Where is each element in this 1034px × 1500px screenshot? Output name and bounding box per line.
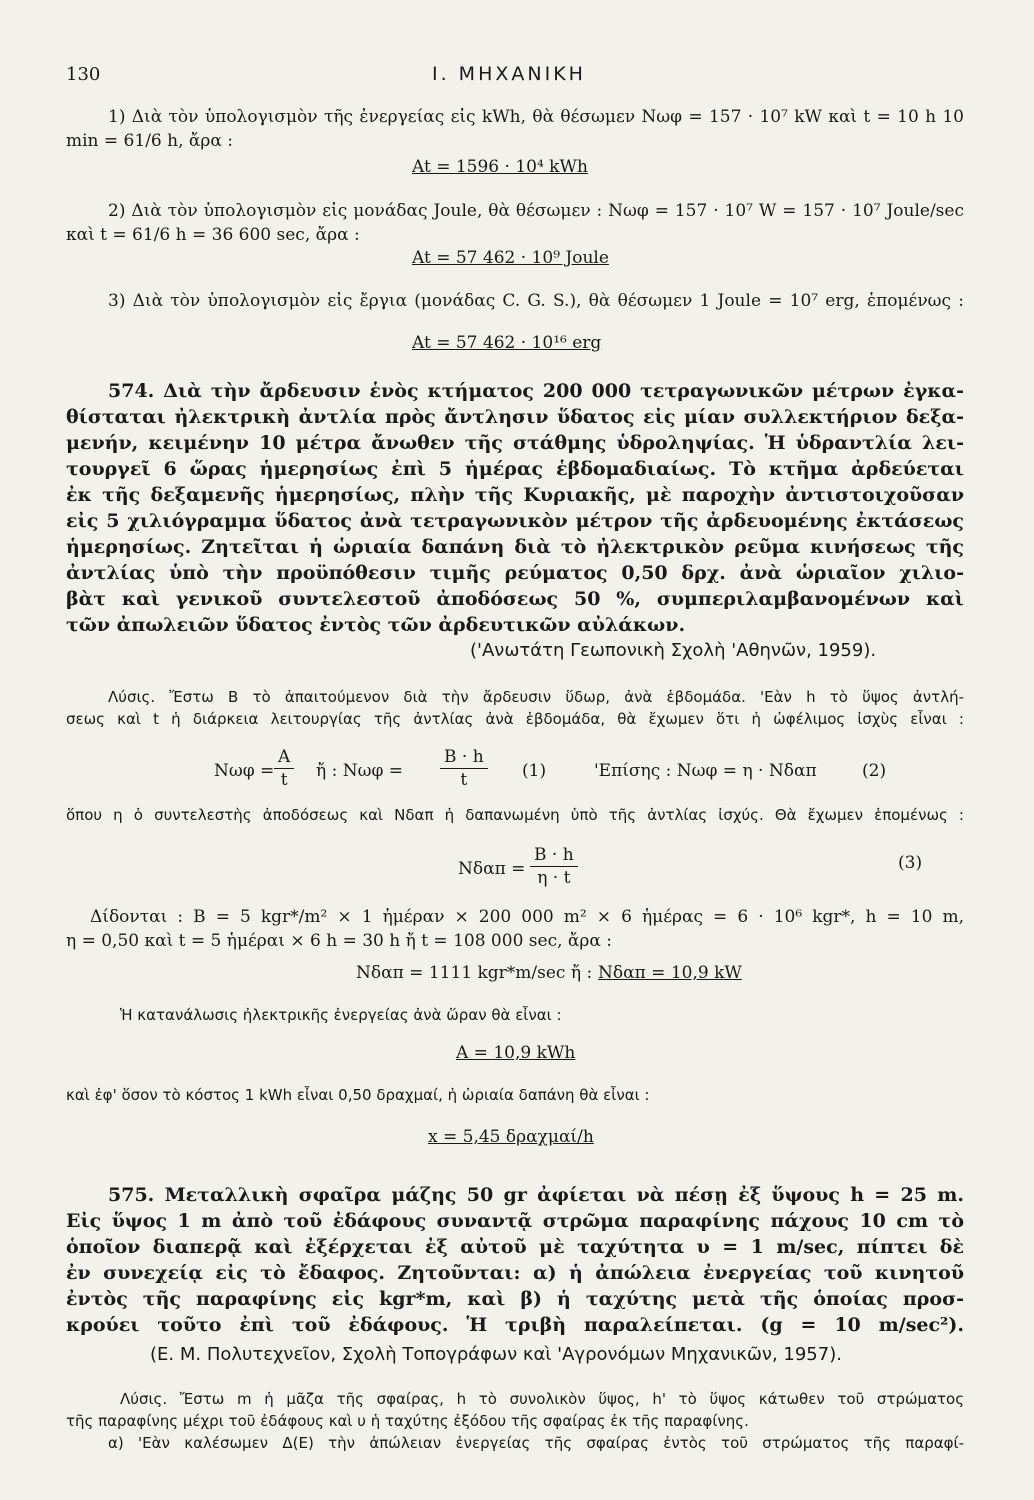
p2-line1: 2) Διὰ τὸν ὑπολογισμὸν εἰς μονάδας Joule, θὰ θέσωμεν : Nωφ = 157 · 10⁷ W = 157 · 10⁷ Joule/sec [108,201,964,221]
solution-575-line3: α) 'Εὰν καλέσωμεν Δ(Ε) τὴν ἀπώλειαν ἐνεργείας τῆς σφαίρας ἐντὸς τοῦ στρώματος τῆς παραφί- [108,1434,964,1452]
p2-result: At = 57 462 · 10⁹ Joule [412,248,609,268]
problem-574-line-10: τῶν ἀπωλειῶν ὕδατος ἐντὸς τῶν ἀρδευτικῶν αὐλάκων. [66,614,686,636]
eq1-lhs: Nωφ = [214,761,275,781]
problem-575-line-6: κρούει τοῦτο ἐπὶ τοῦ ἐδάφους. Ἡ τριβὴ παραλείπεται. (g = 10 m/sec²). [66,1314,964,1336]
solution-574-line1: Λύσις. Ἔστω B τὸ ἀπαιτούμενον διὰ τὴν ἄρδευσιν ὕδωρ, ἀνὰ ἑβδομάδα. 'Εὰν h τὸ ὕψος ἀντλή- [108,688,964,706]
page-number: 130 [66,64,101,85]
eq1b-denominator: t [460,770,468,790]
section-title: I. ΜΗΧΑΝΙΚΗ [432,63,586,85]
problem-574-line-7: ἡμερησίως. Ζητεῖται ἡ ὡριαία δαπάνη διὰ τὸ ἠλεκτρικὸν ρεῦμα κινήσεως τῆς [66,536,964,558]
problem-574-line-6: εἰς 5 χιλιόγραμμα ὕδατος ἀνὰ τετραγωνικὸν μέτρον τῆς ἀρδευομένης ἐκτάσεως [66,510,964,532]
problem-574-line-4: τουργεῖ 6 ὥρας ἡμερησίως ἐπὶ 5 ἡμέρας ἑβδομαδιαίως. Τὸ κτῆμα ἀρδεύεται [66,458,964,480]
problem-575-line-5: ἐντὸς τῆς παραφίνης εἰς kgr*m, καὶ β) ἡ ταχύτης μετὰ τῆς ὁποίας προσ- [66,1288,964,1310]
eq5: A = 10,9 kWh [456,1043,576,1063]
p3-line1: 3) Διὰ τὸν ὑπολογισμὸν εἰς ἔργια (μονάδας C. G. S.), θὰ θέσωμεν 1 Joule = 10⁷ erg, ἑπομένως : [108,291,964,311]
eq1-numerator: A [274,746,294,769]
eq1-tag: (1) [522,761,547,781]
problem-575-line-3: ὁποῖον διαπερᾷ καὶ ἐξέρχεται ἐξ αὐτοῦ μὲ ταχύτητα υ = 1 m/sec, πίπτει δὲ [66,1236,964,1258]
solution-574-line4: Ἡ κατανάλωσις ἠλεκτρικῆς ἐνεργείας ἀνὰ ὥραν θὰ εἶναι : [120,1006,562,1024]
solution-575-line1: Λύσις. Ἔστω m ἡ μᾶζα τῆς σφαίρας, h τὸ συνολικὸν ὕψος, h' τὸ ὕψος κάτωθεν τοῦ στρώματος [120,1390,964,1408]
problem-575-source: (Ε. Μ. Πολυτεχνεῖον, Σχολὴ Τοπογράφων καὶ 'Αγρονόμων Μηχανικῶν, 1957). [150,1344,842,1365]
eq1b-numerator: B · h [440,746,488,769]
eq2: 'Επίσης : Nωφ = η · Nδαπ [594,761,817,781]
eq6: x = 5,45 δραχμαί/h [428,1127,594,1147]
eq2-tag: (2) [862,761,887,781]
problem-574-line-2: θίσταται ἠλεκτρικὴ ἀντλία πρὸς ἄντλησιν ὕδατος εἰς μίαν συλλεκτήριον δεξα- [66,406,964,428]
given-line1: Δίδονται : B = 5 kgr*/m² × 1 ἡμέραν × 200 000 m² × 6 ἡμέρας = 6 · 10⁶ kgr*, h = 10 m, [90,907,964,927]
eq4-result: Nδαπ = 10,9 kW [598,963,742,983]
eq1-denominator: t [280,770,288,790]
problem-574-source: ('Ανωτάτη Γεωπονικὴ Σχολὴ 'Αθηνῶν, 1959). [470,640,877,661]
problem-574-line-9: βὰτ καὶ γενικοῦ συντελεστοῦ ἀποδόσεως 50 %, συμπεριλαμβανομένων καὶ [66,588,964,610]
p1-line1: 1) Διὰ τὸν ὑπολογισμὸν τῆς ἐνεργείας εἰς kWh, θὰ θέσωμεν Nωφ = 157 · 10⁷ kW καὶ t = 10 h 10 [108,107,964,127]
solution-574-line5: καὶ ἐφ' ὅσον τὸ κόστος 1 kWh εἶναι 0,50 δραχμαί, ἡ ὡριαία δαπάνη θὰ εἶναι : [66,1086,650,1104]
solution-575-line2: τῆς παραφίνης μέχρι τοῦ ἐδάφους καὶ υ ἡ ταχύτης ἐξόδου τῆς σφαίρας ἐκ τῆς παραφίνης. [66,1412,749,1430]
eq1b-fraction [440,746,488,791]
eq1-fraction [274,746,294,791]
solution-574-line3: ὅπου η ὁ συντελεστὴς ἀποδόσεως καὶ Nδαπ ἡ δαπανωμένη ὑπὸ τῆς ἀντλίας ἰσχύς. Θὰ ἔχωμεν ἑπομένως : [66,806,964,824]
problem-575-line-1: 575. Μεταλλικὴ σφαῖρα μάζης 50 gr ἀφίεται νὰ πέσῃ ἐξ ὕψους h = 25 m. [108,1184,964,1206]
eq3-fraction [530,844,578,889]
eq4: Nδαπ = 1111 kgr*m/sec ἤ : [356,963,593,983]
problem-574-line-5: ἐκ τῆς δεξαμενῆς ἡμερησίως, πλὴν τῆς Κυριακῆς, μὲ παροχὴν ἀντιστοιχοῦσαν [66,484,964,506]
solution-574-line2: σεως καὶ t ἡ διάρκεια λειτουργίας τῆς ἀντλίας ἀνὰ ἑβδομάδα, θὰ ἔχωμεν ὅτι ἡ ὠφέλιμος ἰσχὺς εἶναι : [66,710,964,728]
problem-575-line-2: Εἰς ὕψος 1 m ἀπὸ τοῦ ἐδάφους συναντᾷ στρῶμα παραφίνης πάχους 10 cm τὸ [66,1210,964,1232]
given-line2: η = 0,50 καὶ t = 5 ἡμέραι × 6 h = 30 h ἤ t = 108 000 sec, ἄρα : [66,931,612,951]
p1-result: At = 1596 · 10⁴ kWh [412,157,588,177]
p3-result: At = 57 462 · 10¹⁶ erg [412,333,602,353]
eq3-tag: (3) [898,853,923,873]
eq3-denominator: η · t [537,868,571,888]
problem-575-line-4: ἐν συνεχείᾳ εἰς τὸ ἔδαφος. Ζητοῦνται: α) ἡ ἀπώλεια ἐνεργείας τοῦ κινητοῦ [66,1262,964,1284]
problem-574-line-1: 574. Διὰ τὴν ἄρδευσιν ἑνὸς κτήματος 200 000 τετραγωνικῶν μέτρων ἐγκα- [108,380,964,402]
eq1-or: ἤ : Nωφ = [316,761,404,781]
problem-574-line-3: μενήν, κειμένην 10 μέτρα ἄνωθεν τῆς στάθμης ὑδροληψίας. Ἡ ὑδραντλία λει- [66,432,964,454]
problem-574-line-8: ἀντλίας ὑπὸ τὴν προϋπόθεσιν τιμῆς ρεύματος 0,50 δρχ. ἀνὰ ὡριαῖον χιλιο- [66,562,964,584]
p2-line2: καὶ t = 61/6 h = 36 600 sec, ἄρα : [66,225,360,245]
eq3-lhs: Nδαπ = [458,859,526,879]
eq3-numerator: B · h [530,844,578,867]
p1-line2: min = 61/6 h, ἄρα : [66,131,233,151]
